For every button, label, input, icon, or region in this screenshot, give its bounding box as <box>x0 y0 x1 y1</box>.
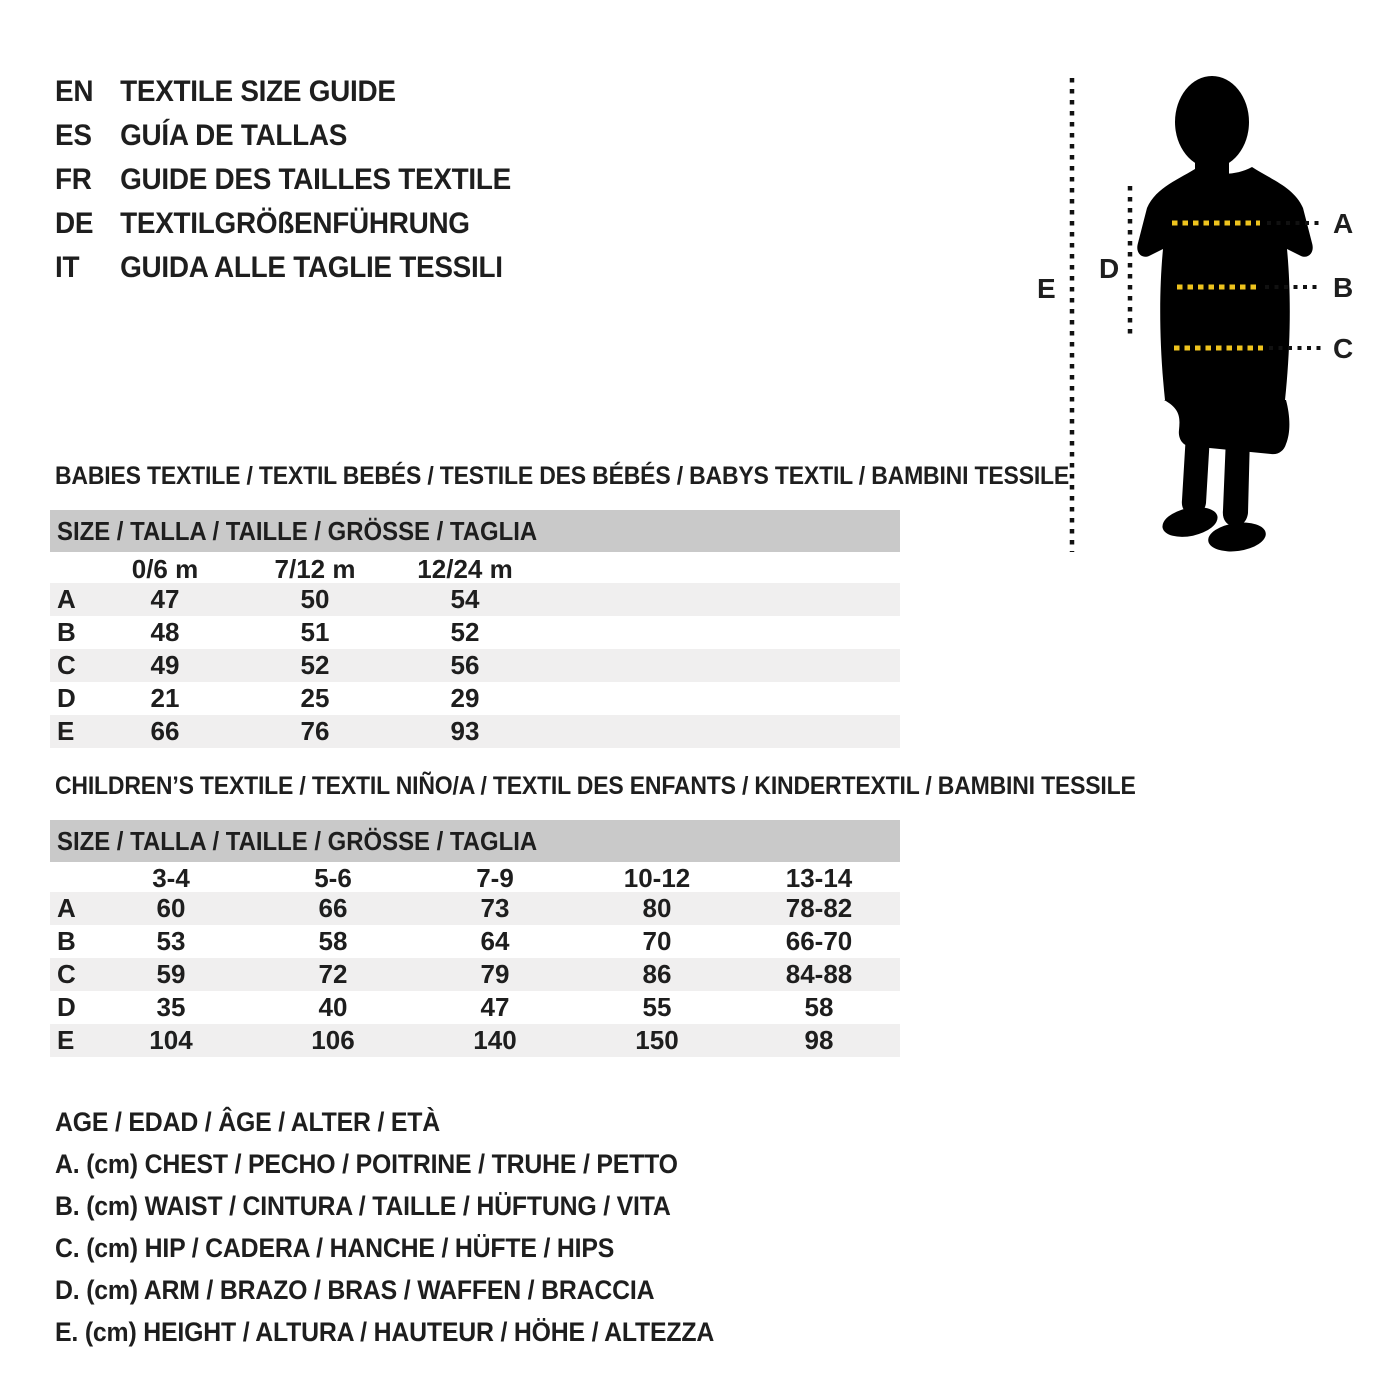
language-code: DE <box>55 207 94 240</box>
cell-value: 53 <box>156 926 186 956</box>
cell-value: 58 <box>318 926 348 956</box>
language-row-en <box>55 70 511 114</box>
size-header-label: SIZE / TALLA / TAILLE / GRÖSSE / TAGLIA <box>57 515 538 546</box>
cell-value: 106 <box>311 1025 355 1055</box>
cell-value: 56 <box>450 650 480 680</box>
column-header: 7/12 m <box>274 553 356 584</box>
language-code: FR <box>55 163 92 196</box>
cell-value: 21 <box>150 683 180 713</box>
cell-value: 60 <box>156 893 186 923</box>
language-code: IT <box>55 251 80 284</box>
row-label: B <box>57 617 76 647</box>
language-title: GUIDA ALLE TAGLIE TESSILI <box>120 251 503 284</box>
language-code: EN <box>55 75 94 108</box>
cell-value: 150 <box>635 1025 679 1055</box>
row-label: D <box>57 683 76 713</box>
cell-value: 80 <box>642 893 672 923</box>
measurement-figure <box>1015 58 1387 578</box>
row-label: C <box>57 959 76 989</box>
cell-value: 104 <box>149 1025 193 1055</box>
cell-value: 52 <box>300 650 330 680</box>
table-row-a <box>50 583 900 616</box>
table-row-a <box>50 892 900 925</box>
table-row-c <box>50 958 900 991</box>
cell-value: 25 <box>300 683 330 713</box>
cell-value: 79 <box>480 959 510 989</box>
cell-value: 40 <box>318 992 348 1022</box>
row-label: E <box>57 716 75 746</box>
measure-label-a: A <box>1333 208 1354 239</box>
language-row-it <box>55 246 511 290</box>
measure-label-e: E <box>1037 273 1056 304</box>
cell-value: 98 <box>804 1025 834 1055</box>
measure-label-c: C <box>1333 333 1354 364</box>
cell-value: 64 <box>480 926 510 956</box>
cell-value: 70 <box>642 926 672 956</box>
cell-value: 66-70 <box>785 926 853 956</box>
measurement-legend <box>55 1101 771 1353</box>
column-header: 12/24 m <box>417 553 513 584</box>
language-row-de <box>55 202 511 246</box>
legend-item-height: E. (cm) HEIGHT / ALTURA / HAUTEUR / HÖHE / ALTEZZA <box>55 1316 715 1347</box>
cell-value: 47 <box>150 584 180 614</box>
cell-value: 50 <box>300 584 330 614</box>
column-header: 13-14 <box>785 862 853 893</box>
children-section-title: CHILDREN’S TEXTILE / TEXTIL NIÑO/A / TEXTIL DES ENFANTS / KINDERTEXTIL / BAMBINI TESSILE <box>55 772 1136 800</box>
language-title: TEXTILE SIZE GUIDE <box>120 75 396 108</box>
measure-label-b: B <box>1333 272 1354 303</box>
legend-item-hip: C. (cm) HIP / CADERA / HANCHE / HÜFTE / HIPS <box>55 1232 615 1263</box>
cell-value: 84-88 <box>785 959 853 989</box>
cell-value: 52 <box>450 617 480 647</box>
legend-item-chest: A. (cm) CHEST / PECHO / POITRINE / TRUHE / PETTO <box>55 1148 678 1179</box>
cell-value: 66 <box>150 716 180 746</box>
cell-value: 48 <box>150 617 180 647</box>
row-label: C <box>57 650 76 680</box>
cell-value: 86 <box>642 959 672 989</box>
row-label: B <box>57 926 76 956</box>
children-size-header-bar <box>50 820 900 862</box>
children-size-table <box>50 864 900 1057</box>
child-silhouette <box>1137 76 1312 555</box>
cell-value: 72 <box>318 959 348 989</box>
legend-item-arm: D. (cm) ARM / BRAZO / BRAS / WAFFEN / BRACCIA <box>55 1274 655 1305</box>
row-label: D <box>57 992 76 1022</box>
cell-value: 66 <box>318 893 348 923</box>
row-label: A <box>57 584 76 614</box>
cell-value: 58 <box>804 992 834 1022</box>
child-silhouette-diagram <box>1015 58 1387 578</box>
language-list <box>55 70 545 290</box>
table-header-row <box>50 555 900 583</box>
cell-value: 140 <box>473 1025 517 1055</box>
babies-size-header-bar <box>50 510 900 552</box>
language-row-es <box>55 114 511 158</box>
table-row-d <box>50 991 900 1024</box>
babies-section-title: BABIES TEXTILE / TEXTIL BEBÉS / TESTILE DES BÉBÉS / BABYS TEXTIL / BAMBINI TESSILE <box>55 462 1070 490</box>
table-row-e <box>50 1024 900 1057</box>
cell-value: 93 <box>450 716 480 746</box>
language-row-fr <box>55 158 511 202</box>
language-title: GUÍA DE TALLAS <box>120 119 348 152</box>
column-header: 10-12 <box>623 862 691 893</box>
cell-value: 29 <box>450 683 480 713</box>
cell-value: 76 <box>300 716 330 746</box>
table-header-row <box>50 864 900 892</box>
cell-value: 51 <box>300 617 330 647</box>
cell-value: 47 <box>480 992 510 1022</box>
cell-value: 59 <box>156 959 186 989</box>
legend-heading: AGE / EDAD / ÂGE / ALTER / ETÀ <box>55 1106 441 1137</box>
column-header: 5-6 <box>314 862 352 893</box>
table-row-b <box>50 925 900 958</box>
cell-value: 49 <box>150 650 180 680</box>
language-code: ES <box>55 119 92 152</box>
language-title: GUIDE DES TAILLES TEXTILE <box>120 163 511 196</box>
size-header-label: SIZE / TALLA / TAILLE / GRÖSSE / TAGLIA <box>57 825 538 856</box>
cell-value: 55 <box>642 992 672 1022</box>
column-header: 0/6 m <box>131 553 199 584</box>
table-row-b <box>50 616 900 649</box>
cell-value: 78-82 <box>785 893 853 923</box>
table-row-d <box>50 682 900 715</box>
column-header: 7-9 <box>476 862 514 893</box>
cell-value: 35 <box>156 992 186 1022</box>
cell-value: 73 <box>480 893 510 923</box>
cell-value: 54 <box>450 584 480 614</box>
table-row-e <box>50 715 900 748</box>
measure-label-d: D <box>1099 253 1120 284</box>
row-label: E <box>57 1025 75 1055</box>
babies-size-table <box>50 555 900 748</box>
table-row-c <box>50 649 900 682</box>
row-label: A <box>57 893 76 923</box>
legend-item-waist: B. (cm) WAIST / CINTURA / TAILLE / HÜFTUNG / VITA <box>55 1190 671 1221</box>
column-header: 3-4 <box>152 862 190 893</box>
language-title: TEXTILGRÖßENFÜHRUNG <box>120 207 470 240</box>
